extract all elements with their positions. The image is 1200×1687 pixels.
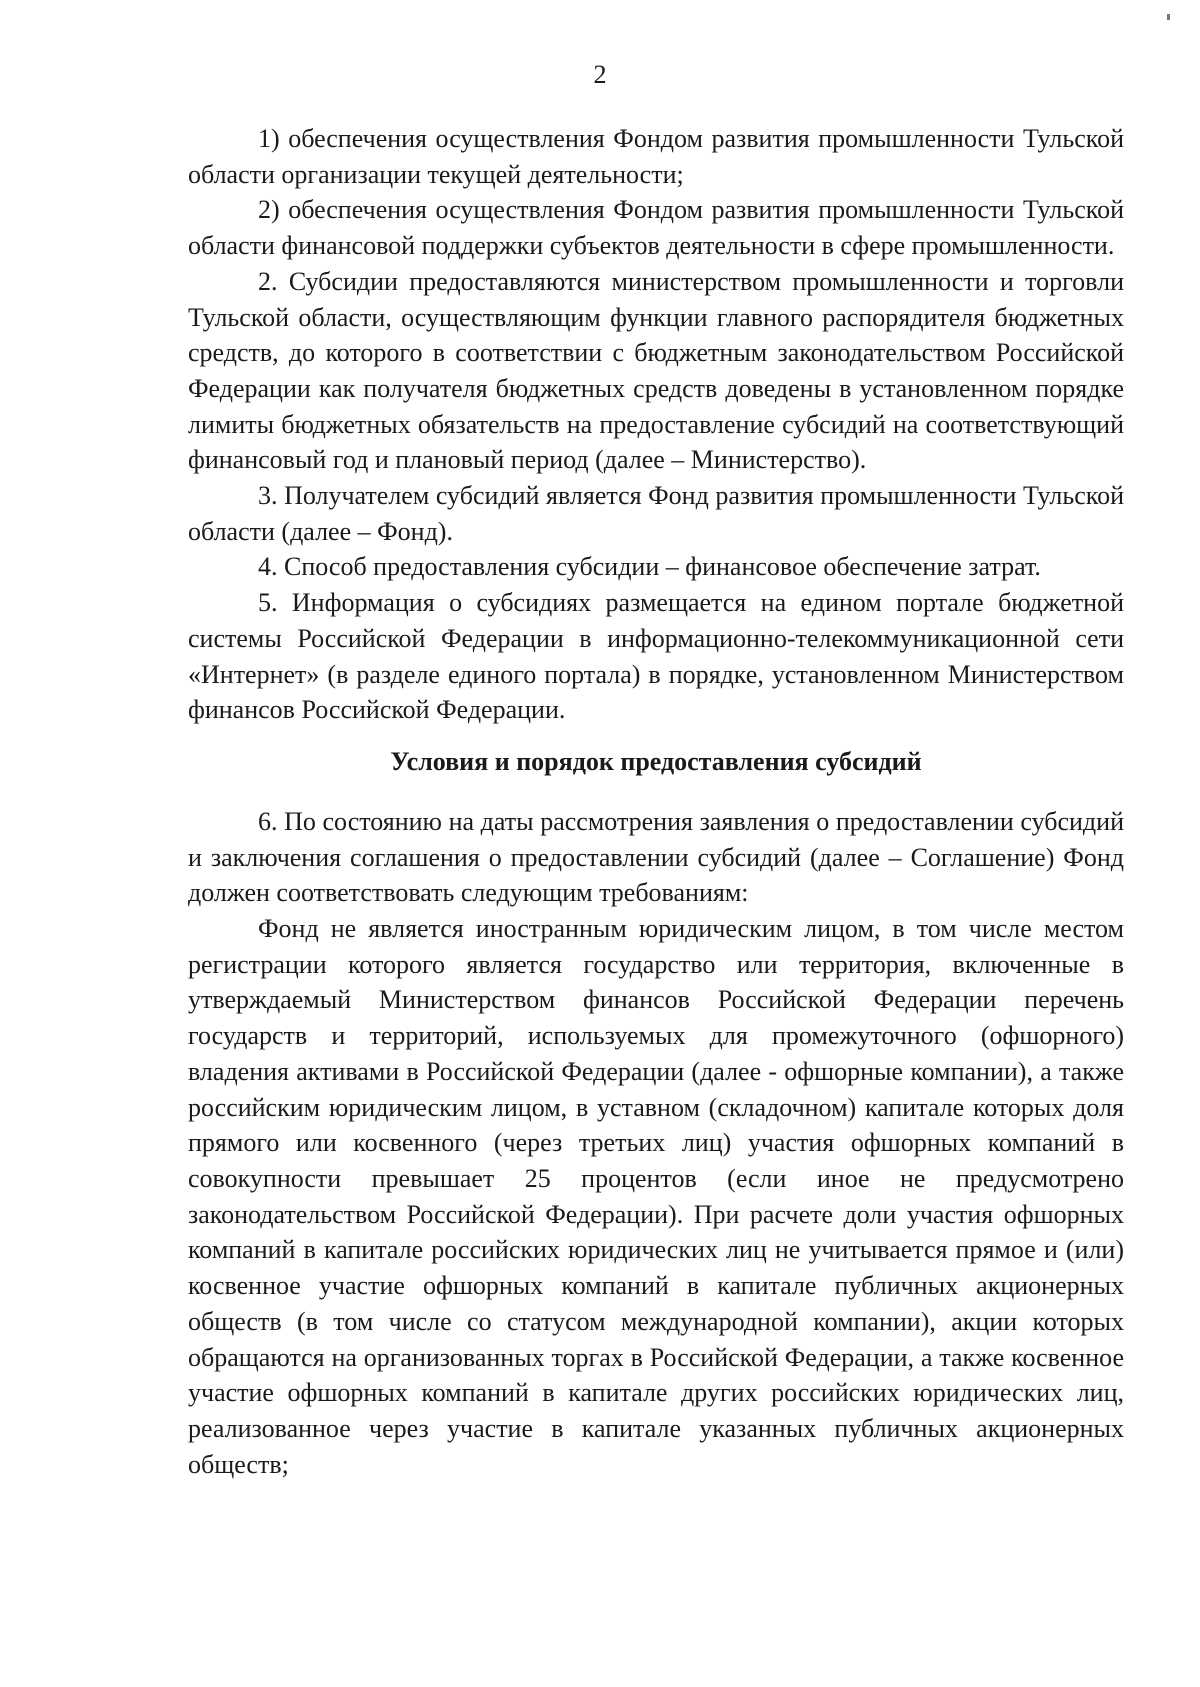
heading-spacer	[188, 796, 1124, 804]
paragraph: Фонд не является иностранным юридическим лицом, в том числе местом регистрации которого является государство или территория, включенные в утверждаемый Министерством финансов Российской Федерации перечень государств и территорий, используемых для промежуточного (офшорного) владения активами в Российской Федерации (далее - офшорные компании), а также российским юридическим лицом, в уставном (складочном) капитале которых доля прямого или косвенного (через третьих лиц) участия офшорных компаний в совокупности превышает 25 процентов (если иное не предусмотрено законодательством Российской Федерации). При расчете доли участия офшорных компаний в капитале российских юридических лиц не учитывается прямое и (или) косвенное участие офшорных компаний в капитале публичных акционерных обществ (в том числе со статусом международной компании), акции которых обращаются на организованных торгах в Российской Федерации, а также косвенное участие офшорных компаний в капитале других российских юридических лиц, реализованное через участие в капитале указанных публичных акционерных обществ;	[188, 914, 1124, 1479]
paragraph: 3. Получателем субсидий является Фонд развития промышленности Тульской области (далее – Фонд).	[188, 481, 1124, 546]
paragraph: 2) обеспечения осуществления Фондом развития промышленности Тульской области финансовой поддержки субъектов деятельности в сфере промышленности.	[188, 195, 1124, 261]
document-body	[188, 121, 1124, 1482]
section-heading: Условия и порядок предоставления субсидий	[390, 746, 922, 776]
page-number: 2	[593, 60, 607, 89]
paragraph: 6. По состоянию на даты рассмотрения заявления о предоставлении субсидий и заключения соглашения о предоставлении субсидий (далее – Соглашение) Фонд должен соответствовать следующим требованиям:	[188, 806, 1124, 908]
paragraph: 4. Способ предоставления субсидии – финансовое обеспечение затрат.	[258, 552, 1041, 582]
paragraph: 5. Информация о субсидиях размещается на едином портале бюджетной системы Российской Федерации в информационно-телекоммуникационной сети «Интернет» (в разделе единого портала) в порядке, установленном Министерством финансов Российской Федерации.	[188, 588, 1124, 725]
scan-artifact	[1167, 14, 1170, 20]
paragraph: 2. Субсидии предоставляются министерством промышленности и торговли Тульской области, осуществляющим функции главного распорядителя бюджетных средств, до которого в соответствии с бюджетным законодательством Российской Федерации как получателя бюджетных средств доведены в установленном порядке лимиты бюджетных обязательств на предоставление субсидий на соответствующий финансовый год и плановый период (далее – Министерство).	[188, 266, 1124, 475]
paragraph: 1) обеспечения осуществления Фондом развития промышленности Тульской области организации текущей деятельности;	[188, 124, 1124, 189]
